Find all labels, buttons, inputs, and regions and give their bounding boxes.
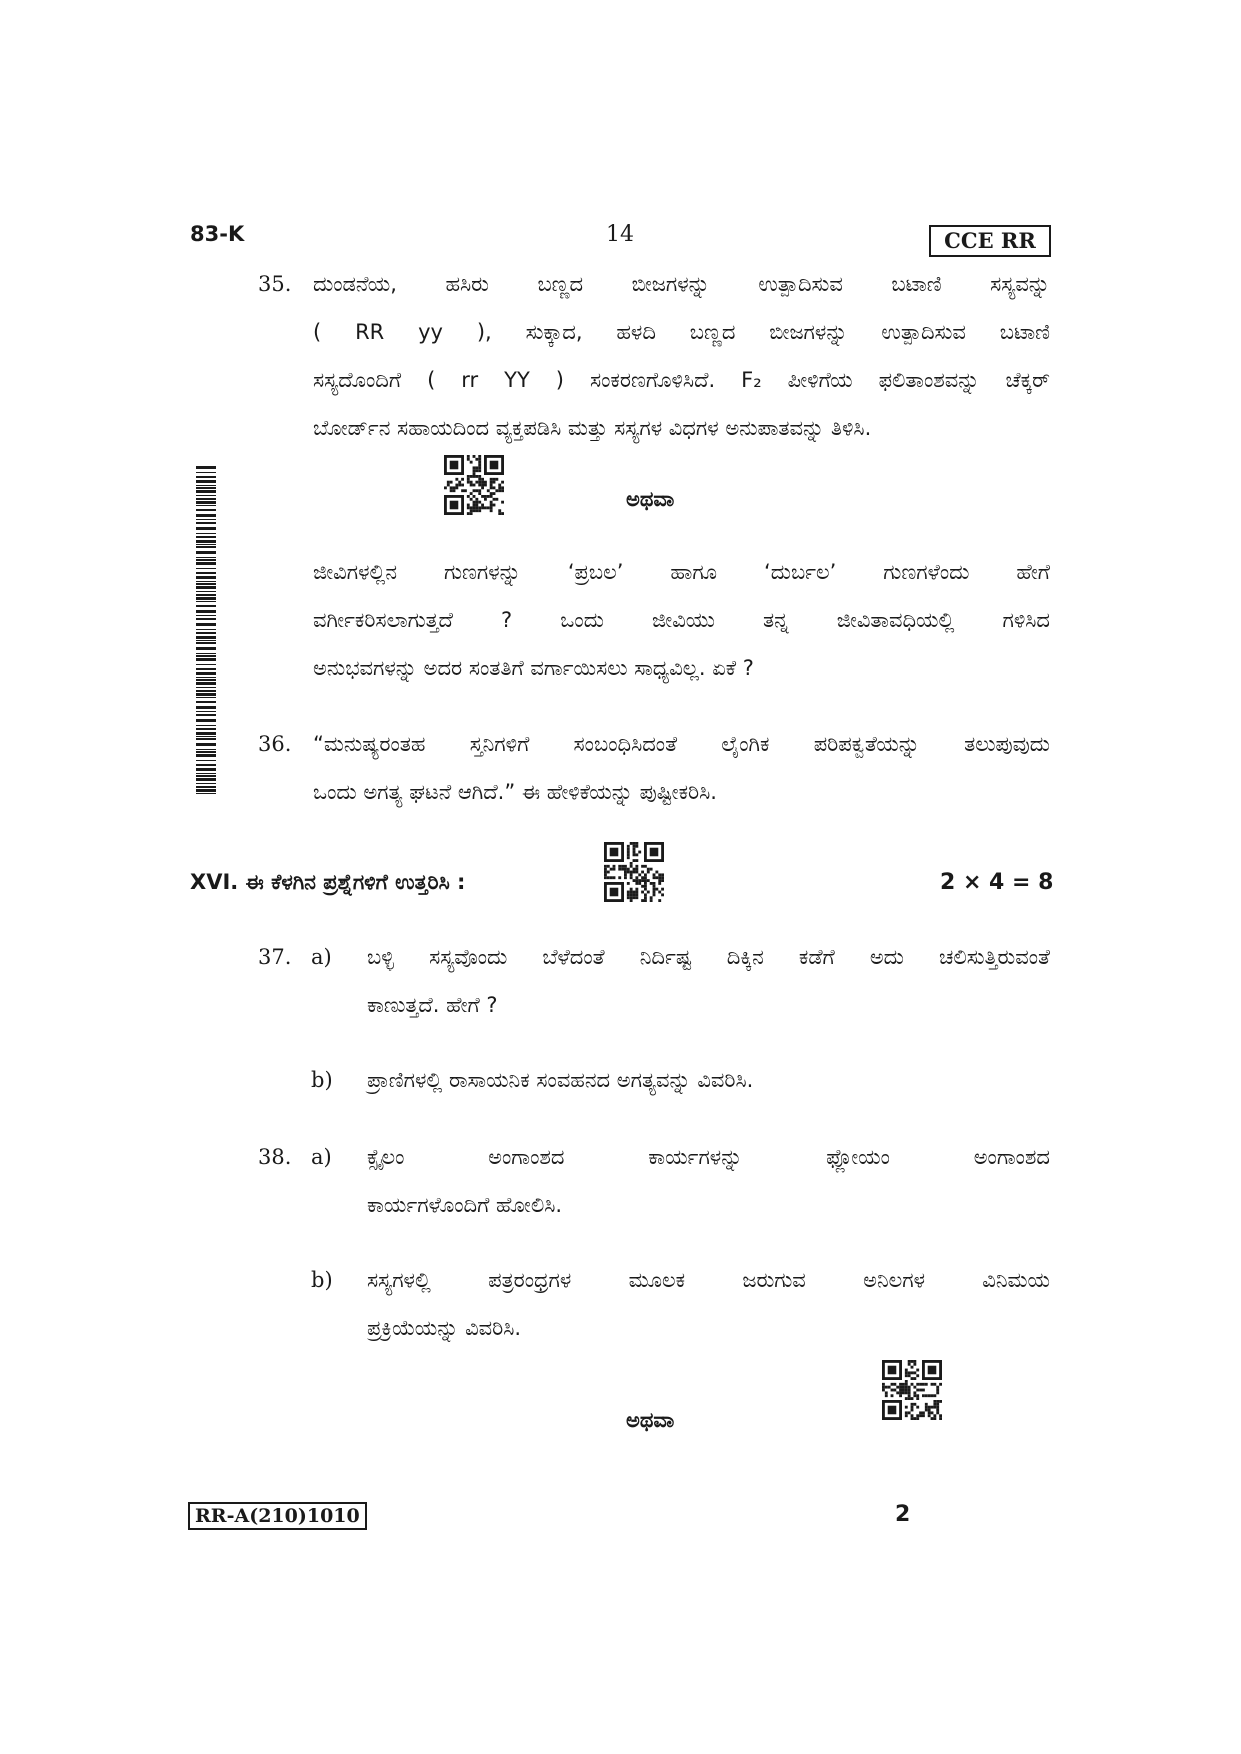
q37-a-line-2: ಕಾಣುತ್ತದೆ. ಹೇಗೆ ? xyxy=(367,993,498,1017)
footer-page-number: 2 xyxy=(895,1502,911,1527)
q36-line-2: ಒಂದು ಅಗತ್ಯ ಘಟನೆ ಆಗಿದೆ.” ಈ ಹೇಳಿಕೆಯನ್ನು ಪುಷ್ಟೀಕರಿಸಿ. xyxy=(313,780,717,804)
q35-line-2: ( RR yy ), ಸುಕ್ಕಾದ, ಹಳದಿ ಬಣ್ಣದ ಬೀಜಗಳನ್ನು ಉತ್ಪಾದಿಸುವ ಬಟಾಣಿ xyxy=(313,320,1050,344)
paper-code: 83-K xyxy=(190,222,245,246)
footer-code: RR-A(210)1010 xyxy=(188,1502,367,1530)
q37-b-line-1: ಪ್ರಾಣಿಗಳಲ್ಲಿ ರಾಸಾಯನಿಕ ಸಂವಹನದ ಅಗತ್ಯವನ್ನು ವಿವರಿಸಿ. xyxy=(367,1068,754,1092)
q38-a-line-2: ಕಾರ್ಯಗಳೊಂದಿಗೆ ಹೋಲಿಸಿ. xyxy=(367,1193,563,1217)
or-label: ಅಥವಾ xyxy=(626,1408,675,1432)
question-number-36: 36. xyxy=(258,732,292,756)
qr-code-icon xyxy=(444,455,504,515)
question-number-37: 37. xyxy=(258,945,292,969)
scheme-label: CCE RR xyxy=(929,225,1051,257)
q35-line-4: ಬೋರ್ಡ್‌ನ ಸಹಾಯದಿಂದ ವ್ಯಕ್ತಪಡಿಸಿ ಮತ್ತು ಸಸ್ಯಗಳ ವಿಧಗಳ ಅನುಪಾತವನ್ನು ತಿಳಿಸಿ. xyxy=(313,416,872,440)
q37-b-label: b) xyxy=(311,1068,333,1092)
qr-code-icon xyxy=(604,842,664,902)
or-label: ಅಥವಾ xyxy=(626,487,675,511)
question-number-35: 35. xyxy=(258,272,292,296)
q35-alt-line-2: ವರ್ಗೀಕರಿಸಲಾಗುತ್ತದೆ ? ಒಂದು ಜೀವಿಯು ತನ್ನ ಜೀವಿತಾವಧಿಯಲ್ಲಿ ಗಳಿಸಿದ xyxy=(313,608,1050,632)
q36-line-1: “ಮನುಷ್ಯರಂತಹ ಸ್ತನಿಗಳಿಗೆ ಸಂಬಂಧಿಸಿದಂತೆ ಲೈಂಗಿಕ ಪರಿಪಕ್ವತೆಯನ್ನು ತಲುಪುವುದು xyxy=(313,732,1050,756)
q35-line-1: ದುಂಡನೆಯ, ಹಸಿರು ಬಣ್ಣದ ಬೀಜಗಳನ್ನು ಉತ್ಪಾದಿಸುವ ಬಟಾಣಿ ಸಸ್ಯವನ್ನು xyxy=(313,272,1050,296)
q38-b-line-2: ಪ್ರಕ್ರಿಯೆಯನ್ನು ವಿವರಿಸಿ. xyxy=(367,1316,522,1340)
section-marks: 2 × 4 = 8 xyxy=(940,870,1054,895)
q37-a-label: a) xyxy=(311,945,332,969)
qr-code-icon xyxy=(882,1360,942,1420)
q38-a-line-1: ಕ್ಸೈಲಂ ಅಂಗಾಂಶದ ಕಾರ್ಯಗಳನ್ನು ಫ್ಲೋಯಂ ಅಂಗಾಂಶದ xyxy=(367,1145,1050,1169)
q38-b-label: b) xyxy=(311,1268,333,1292)
q37-a-line-1: ಬಳ್ಳಿ ಸಸ್ಯವೊಂದು ಬೆಳೆದಂತೆ ನಿರ್ದಿಷ್ಟ ದಿಕ್ಕಿನ ಕಡೆಗೆ ಅದು ಚಲಿಸುತ್ತಿರುವಂತೆ xyxy=(367,945,1050,969)
q38-b-line-1: ಸಸ್ಯಗಳಲ್ಲಿ ಪತ್ರರಂಧ್ರಗಳ ಮೂಲಕ ಜರುಗುವ ಅನಿಲಗಳ ವಿನಿಮಯ xyxy=(367,1268,1050,1292)
barcode-icon xyxy=(196,466,216,796)
q35-alt-line-1: ಜೀವಿಗಳಲ್ಲಿನ ಗುಣಗಳನ್ನು ‘ಪ್ರಬಲ’ ಹಾಗೂ ‘ದುರ್ಬಲ’ ಗುಣಗಳೆಂದು ಹೇಗೆ xyxy=(313,560,1050,584)
q35-alt-line-3: ಅನುಭವಗಳನ್ನು ಅದರ ಸಂತತಿಗೆ ವರ್ಗಾಯಿಸಲು ಸಾಧ್ಯವಿಲ್ಲ. ಏಕೆ ? xyxy=(313,656,754,680)
q35-line-3: ಸಸ್ಯದೊಂದಿಗೆ ( rr YY ) ಸಂಕರಣಗೊಳಿಸಿದೆ. F₂ ಪೀಳಿಗೆಯ ಫಲಿತಾಂಶವನ್ನು ಚೆಕ್ಕರ್ xyxy=(313,368,1050,392)
page-number: 14 xyxy=(606,222,634,247)
q38-a-label: a) xyxy=(311,1145,332,1169)
question-number-38: 38. xyxy=(258,1145,292,1169)
section-title: XVI. ಈ ಕೆಳಗಿನ ಪ್ರಶ್ನೆಗಳಿಗೆ ಉತ್ತರಿಸಿ : xyxy=(190,870,466,894)
